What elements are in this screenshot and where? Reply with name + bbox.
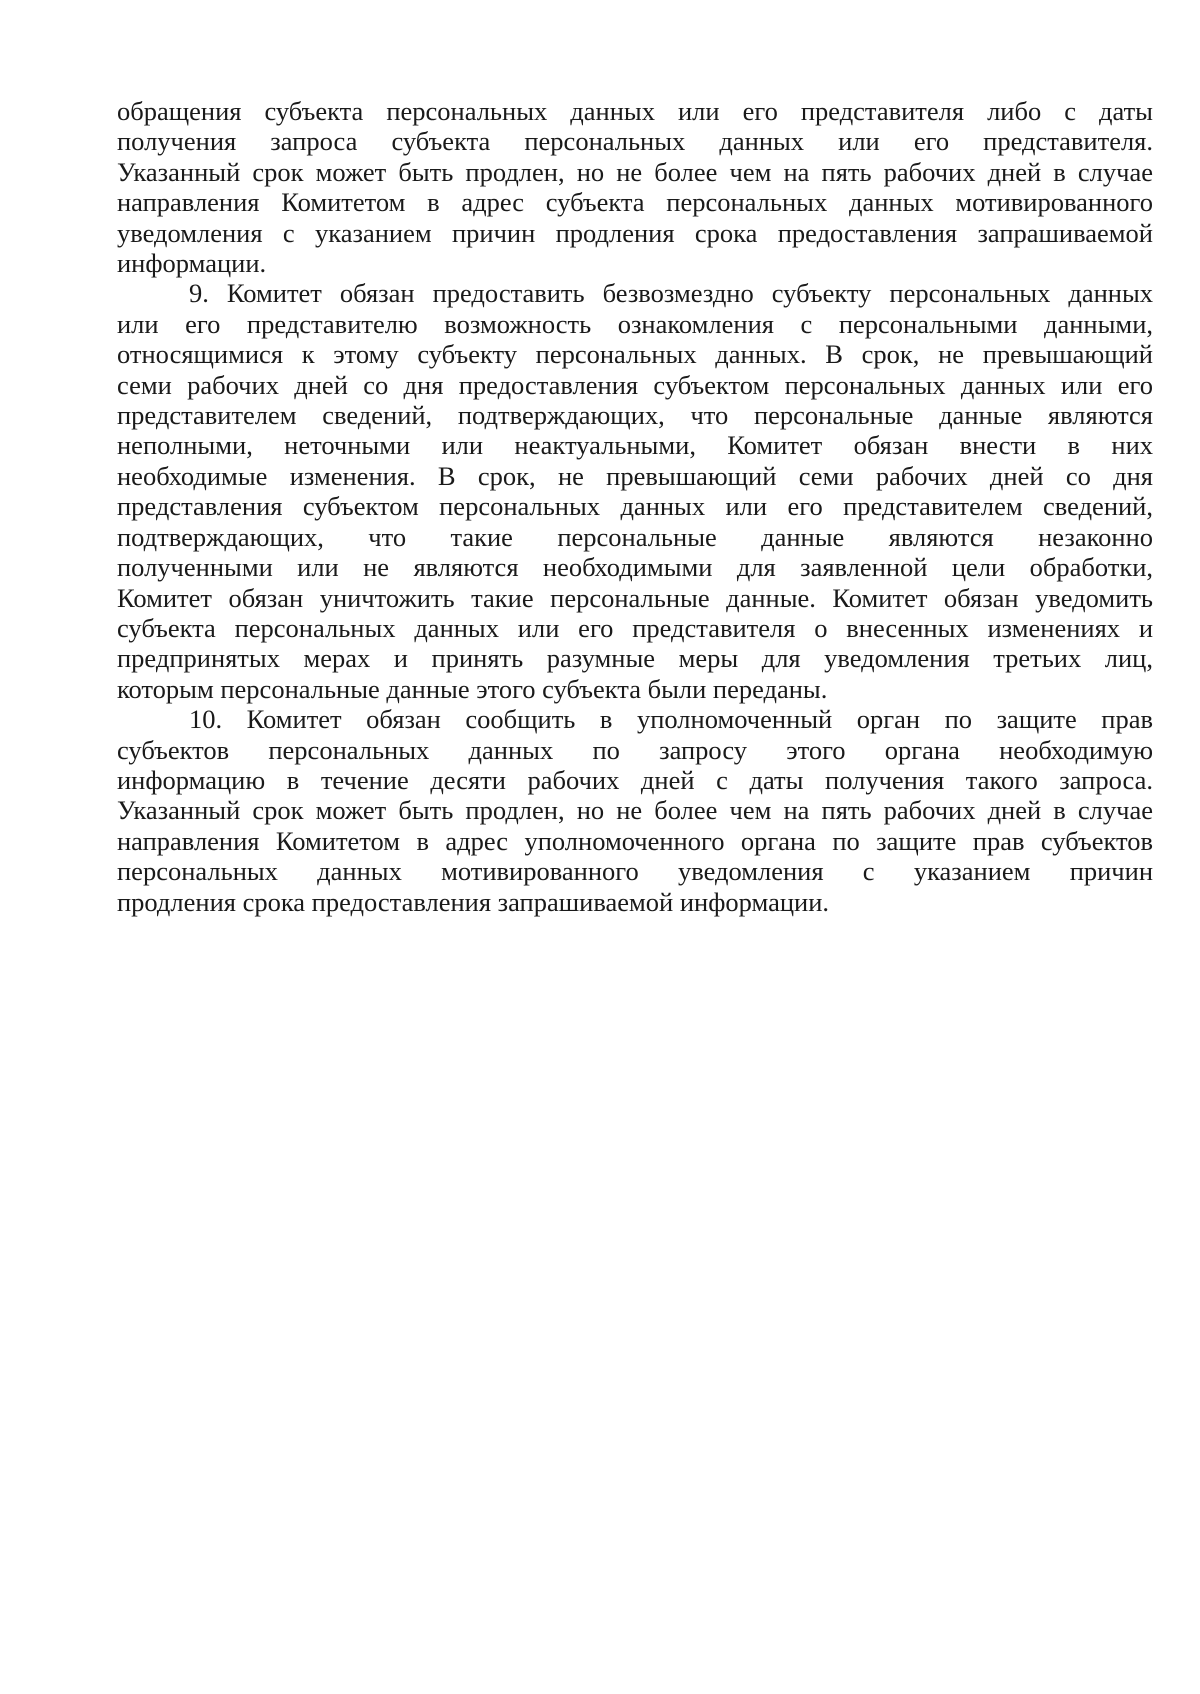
text-line: направления Комитетом в адрес субъекта персональных данных мотивированного bbox=[117, 187, 1153, 218]
text-line: представления субъектом персональных данных или его представителем сведений, bbox=[117, 491, 1153, 522]
document-body bbox=[117, 96, 1153, 917]
text-line: 9. Комитет обязан предоставить безвозмездно субъекту персональных данных bbox=[189, 278, 1153, 309]
text-line: представителем сведений, подтверждающих, что персональные данные являются bbox=[117, 400, 1153, 431]
text-line: подтверждающих, что такие персональные данные являются незаконно bbox=[117, 521, 1153, 552]
text-line: субъекта персональных данных или его представителя о внесенных изменениях и bbox=[117, 612, 1153, 643]
text-line: субъектов персональных данных по запросу этого органа необходимую bbox=[117, 734, 1153, 765]
text-line: полученными или не являются необходимыми для заявленной цели обработки, bbox=[117, 552, 1153, 583]
paragraph-continuation bbox=[117, 96, 1153, 278]
text-line: информацию в течение десяти рабочих дней с даты получения такого запроса. bbox=[117, 764, 1153, 795]
text-line: относящимися к этому субъекту персональных данных. В срок, не превышающий bbox=[117, 339, 1153, 370]
text-line: продления срока предоставления запрашиваемой информации. bbox=[117, 886, 830, 917]
text-line: неполными, неточными или неактуальными, Комитет обязан внести в них bbox=[117, 430, 1153, 461]
text-line: которым персональные данные этого субъекта были переданы. bbox=[117, 673, 828, 704]
text-line: предпринятых мерах и принять разумные меры для уведомления третьих лиц, bbox=[117, 643, 1153, 674]
text-line: получения запроса субъекта персональных данных или его представителя. bbox=[117, 126, 1153, 157]
text-line: обращения субъекта персональных данных или его представителя либо с даты bbox=[117, 96, 1153, 126]
text-line: направления Комитетом в адрес уполномоченного органа по защите прав субъектов bbox=[117, 825, 1153, 856]
text-line: информации. bbox=[117, 248, 267, 279]
text-line: необходимые изменения. В срок, не превышающий семи рабочих дней со дня bbox=[117, 460, 1153, 491]
text-line: Комитет обязан уничтожить такие персональные данные. Комитет обязан уведомить bbox=[117, 582, 1153, 613]
text-line: или его представителю возможность ознакомления с персональными данными, bbox=[117, 308, 1153, 339]
text-line: семи рабочих дней со дня предоставления субъектом персональных данных или его bbox=[117, 369, 1153, 400]
text-line: Указанный срок может быть продлен, но не более чем на пять рабочих дней в случае bbox=[117, 156, 1153, 187]
text-line: 10. Комитет обязан сообщить в уполномоченный орган по защите прав bbox=[189, 704, 1153, 735]
text-line: Указанный срок может быть продлен, но не более чем на пять рабочих дней в случае bbox=[117, 795, 1153, 826]
text-line: уведомления с указанием причин продления срока предоставления запрашиваемой bbox=[117, 217, 1153, 248]
text-line: персональных данных мотивированного уведомления с указанием причин bbox=[117, 856, 1153, 887]
paragraph-item-10 bbox=[117, 704, 1153, 917]
paragraph-item-9 bbox=[117, 278, 1153, 704]
